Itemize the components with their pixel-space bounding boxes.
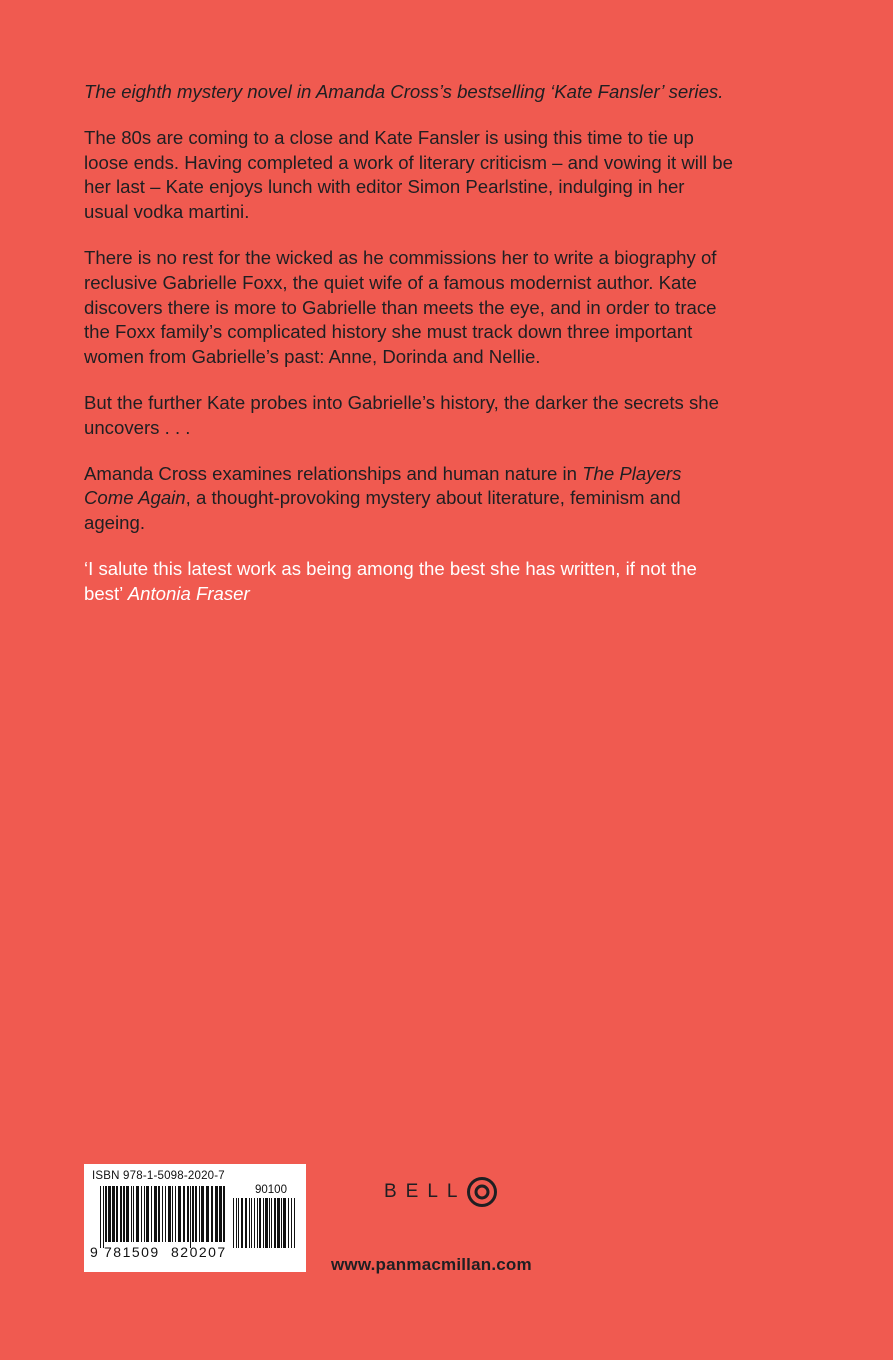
barcode-bars (100, 1186, 226, 1248)
barcode-bar-22 (175, 1186, 176, 1242)
back-cover-blurb (84, 80, 734, 628)
barcode-bar-26 (190, 1186, 191, 1248)
barcode-addon-bars (233, 1198, 295, 1248)
barcode-bar-34 (219, 1186, 222, 1242)
barcode-bar-4 (245, 1198, 247, 1248)
barcode-bar-33 (215, 1186, 218, 1242)
quote-text: ‘I salute this latest work as being among the best she has written, if not the best’ (84, 557, 697, 604)
barcode-bar-9 (259, 1198, 261, 1248)
barcode-bar-2 (238, 1198, 239, 1248)
barcode-bar-16 (154, 1186, 157, 1242)
barcode-bar-20 (294, 1198, 295, 1248)
barcode-bar-25 (187, 1186, 189, 1242)
barcode-bar-12 (269, 1198, 270, 1248)
barcode-bar-27 (192, 1186, 194, 1242)
barcode-bar-5 (116, 1186, 118, 1242)
barcode-bar-8 (257, 1198, 258, 1248)
barcode-bar-21 (172, 1186, 173, 1242)
series-intro: The eighth mystery novel in Amanda Cross’s bestselling ‘Kate Fansler’ series. (84, 81, 724, 102)
barcode-bar-5 (249, 1198, 250, 1248)
barcode-bar-0 (233, 1198, 234, 1248)
barcode-bar-7 (123, 1186, 125, 1242)
barcode-bar-15 (277, 1198, 280, 1248)
book-title: The Players Come Again (84, 462, 682, 509)
barcode-digit-first: 9 (90, 1244, 98, 1260)
barcode-bar-1 (103, 1186, 104, 1248)
barcode-bar-6 (120, 1186, 122, 1242)
blurb-paragraph-1: The 80s are coming to a close and Kate Fansler is using this time to tie up loose ends. Having completed a work of literary criticism – and vowing it will be her last – Kate enjoys lunch with editor Simon Pearlstine, indulging in her usual vodka martini. (84, 126, 733, 223)
barcode-bar-32 (211, 1186, 213, 1242)
barcode-bar-31 (206, 1186, 209, 1242)
barcode-digits-right: 820207 (171, 1244, 227, 1260)
logo-ring-icon (466, 1176, 498, 1208)
review-quote (84, 557, 734, 607)
barcode-bar-11 (136, 1186, 139, 1242)
isbn-label: ISBN 978-1-5098-2020-7 (92, 1170, 225, 1182)
barcode-bar-3 (108, 1186, 111, 1242)
barcode-bar-4 (112, 1186, 115, 1242)
logo-wordmark: BELL (384, 1181, 467, 1202)
quote-author: Antonia Fraser (127, 582, 250, 604)
barcode-bar-28 (195, 1186, 197, 1242)
barcode-bar-30 (201, 1186, 204, 1242)
barcode-bar-15 (151, 1186, 152, 1242)
barcode-bar-24 (183, 1186, 185, 1242)
barcode-digits-left: 781509 (104, 1244, 160, 1260)
barcode-bar-0 (100, 1186, 101, 1248)
blurb-p4-text-before: Amanda Cross examines relationships and human nature in (84, 462, 583, 484)
blurb-p4-text-after: , a thought-provoking mystery about literature, feminism and ageing. (84, 487, 681, 534)
barcode-bar-9 (131, 1186, 132, 1242)
barcode-bar-23 (178, 1186, 181, 1242)
barcode-bar-10 (133, 1186, 134, 1242)
barcode-digits (90, 1244, 234, 1260)
blurb-paragraph-3: But the further Kate probes into Gabrielle’s history, the darker the secrets she uncovers . . . (84, 391, 719, 438)
barcode-bar-18 (162, 1186, 163, 1242)
bello-logo (384, 1172, 498, 1212)
barcode-bar-17 (158, 1186, 160, 1242)
publisher-url: www.panmacmillan.com (331, 1255, 532, 1274)
barcode-bar-35 (223, 1186, 225, 1242)
barcode-bar-11 (265, 1198, 268, 1248)
barcode-bar-1 (236, 1198, 237, 1248)
price-code: 90100 (255, 1184, 287, 1196)
barcode-bar-13 (144, 1186, 145, 1242)
barcode-bar-6 (251, 1198, 252, 1248)
barcode-bar-12 (141, 1186, 142, 1242)
barcode-bar-13 (271, 1198, 272, 1248)
barcode-bar-3 (241, 1198, 243, 1248)
barcode-bar-29 (199, 1186, 200, 1242)
barcode-bar-14 (146, 1186, 149, 1242)
blurb-paragraph-4 (84, 462, 734, 536)
barcode-bar-16 (281, 1198, 282, 1248)
barcode-bar-7 (254, 1198, 255, 1248)
barcode-bar-20 (168, 1186, 171, 1242)
blurb-paragraph-2: There is no rest for the wicked as he commissions her to write a biography of reclusive Gabrielle Foxx, the quiet wife of a famous modernist author. Kate discovers there is more to Gabrielle than meets the eye, and in order to trace the Foxx family’s complicated history she must track down three important women from Gabrielle’s past: Anne, Dorinda and Nellie. (84, 246, 717, 368)
barcode-bar-8 (126, 1186, 129, 1242)
barcode-bar-14 (274, 1198, 276, 1248)
barcode-bar-19 (165, 1186, 166, 1242)
barcode-bar-19 (291, 1198, 292, 1248)
barcode-bar-2 (105, 1186, 107, 1242)
barcode-bar-17 (283, 1198, 286, 1248)
barcode-bar-18 (288, 1198, 289, 1248)
isbn-barcode (84, 1164, 306, 1272)
barcode-bar-10 (263, 1198, 264, 1248)
